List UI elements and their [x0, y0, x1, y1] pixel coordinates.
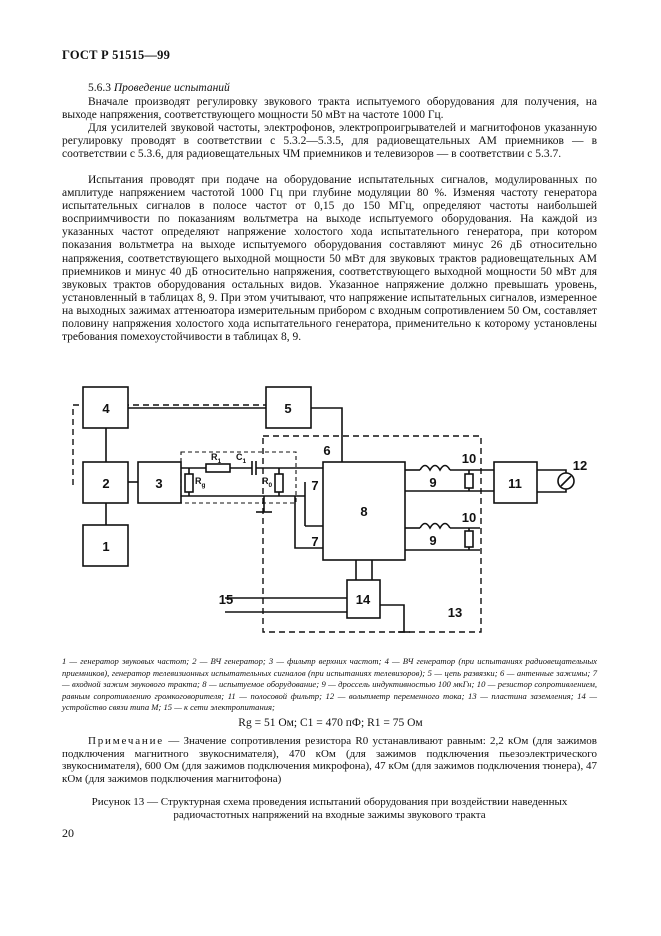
- page-number: 20: [62, 826, 74, 840]
- note-text: — Значение сопротивления резистора R0 устанавливают равным: 2,2 кОм (для зажимов подключения магнитного звукоснимателя), 470 кОм (для зажимов подключения пьезоэлектрического звукоснимателя), 600 Ом (для зажимов подключения микрофона), 47 кОм (для зажимов подключения тюнера), 47 кОм (для зажимов подключения магнитофона): [62, 735, 597, 785]
- paragraph-3: Испытания проводят при подаче на оборудование испытательных сигналов, модулированных по амплитуде напряжением частотой 1000 Гц при глубине модуляции 80 %. Изменяя частоту генератора испытательных сигналов в полосе частот от 0,15 до 150 МГц, определяют частоты наибольшей восприимчивости по показаниям вольтметра на выходе испытуемого оборудования. На каждой из указанных частот определяют напряжение холостого хода испытательного генератора, при котором показания вольтметра на выходе испытуемого оборудования составляют минус 26 дБ относительно напряжения, соответствующего выходной мощности 50 мВт для звуковых трактов радиовещательных АМ приемников и минус 40 дБ относительно напряжения, соответствующего выходной мощности 50 мВт для звуковых трактов оборудования остальных видов. Указанное напряжение должно превышать уровень, установленный в таблицах 8, 9. При этом учитывают, что напряжение испытательных сигналов, измеренное на выходных зажимах аттенюатора измерительным прибором с входным сопротивлением 50 Ом, составляет половину напряжения холостого хода испытательного генератора, применительно к которому установлены требования помехоустойчивости в таблицах 8, 9.: [62, 174, 597, 344]
- section-number: 5.6.3: [88, 82, 111, 94]
- r0-label: $R_0$: [262, 476, 273, 489]
- figure-legend: 1 — генератор звуковых частот; 2 — ВЧ генератор; 3 — фильтр верхних частот; 4 — ВЧ генератор (при испытаниях радиовещательных приемников), генератор телевизионных испытательных сигналов (при испытаниях телевизоров); 5 — цепь развязки; 6 — антенные зажимы; 7 — входной зажим звукового тракта; 8 — испытуемое оборудование; 9 — дроссель индуктивностью 100 мкГн; 10 — резистор сопротивлением, равным сопротивлению громкоговорителя; 11 — полосовой фильтр; 12 — вольтметр переменного тока; 13 — пластина заземления; 14 — устройство связи типа М; 15 — к сети электропитания;: [62, 656, 597, 713]
- document-header: ГОСТ Р 51515—99: [62, 48, 171, 62]
- label-9-bottom: 9: [429, 533, 437, 548]
- note: [62, 735, 597, 785]
- block-8-label: 8: [360, 504, 368, 519]
- resistor-r0: [275, 474, 283, 492]
- label-7-top: 7: [311, 478, 319, 493]
- label-15: 15: [218, 592, 234, 607]
- figure-caption: Рисунок 13 — Структурная схема проведения испытаний оборудования при воздействии наведенных радиочастотных напряжений на входные зажимы звукового тракта: [91, 796, 568, 821]
- block-1-label: 1: [102, 539, 110, 554]
- block-2-label: 2: [102, 476, 110, 491]
- block-3-label: 3: [155, 476, 163, 491]
- block-11-label: 11: [508, 476, 522, 491]
- rg-label: $R_g$: [195, 476, 206, 489]
- label-9-top: 9: [429, 475, 437, 490]
- label-6: 6: [323, 443, 331, 458]
- resistor-10-top: [465, 474, 473, 488]
- c1-label: $C_1$: [236, 452, 247, 465]
- label-7-bottom: 7: [311, 534, 319, 549]
- paragraph-2: Для усилителей звуковой частоты, электрофонов, электропроигрывателей и магнитофонов указанную регулировку проводят в соответствии с 5.3.2—5.3.5, для радиовещательных АМ приемников — в соответствии с 5.3.6, для радиовещательных ЧМ приемников и телевизоров — в соответствии с 5.3.7.: [62, 122, 597, 161]
- label-12: 12: [572, 458, 588, 473]
- resistor-10-bottom: [465, 531, 473, 547]
- label-10-top: 10: [461, 451, 477, 466]
- resistor-r1: [206, 464, 230, 472]
- note-label: Примечание: [88, 735, 164, 747]
- label-13: 13: [447, 605, 463, 620]
- label-10-bottom: 10: [461, 510, 477, 525]
- block-4-label: 4: [102, 401, 110, 416]
- resistor-rg: [185, 474, 193, 492]
- block-5-label: 5: [284, 401, 292, 416]
- r1-label: $R_1$: [211, 452, 222, 465]
- component-values: Rg = 51 Ом; C1 = 470 пФ; R1 = 75 Ом: [238, 717, 423, 729]
- block-14-label: 14: [355, 592, 371, 607]
- section-title: Проведение испытаний: [113, 82, 230, 94]
- paragraph-1: Вначале производят регулировку звукового тракта испытуемого оборудования для получения, на выходе напряжения, соответствующего мощности 50 мВт на частоте 1000 Гц.: [62, 96, 597, 122]
